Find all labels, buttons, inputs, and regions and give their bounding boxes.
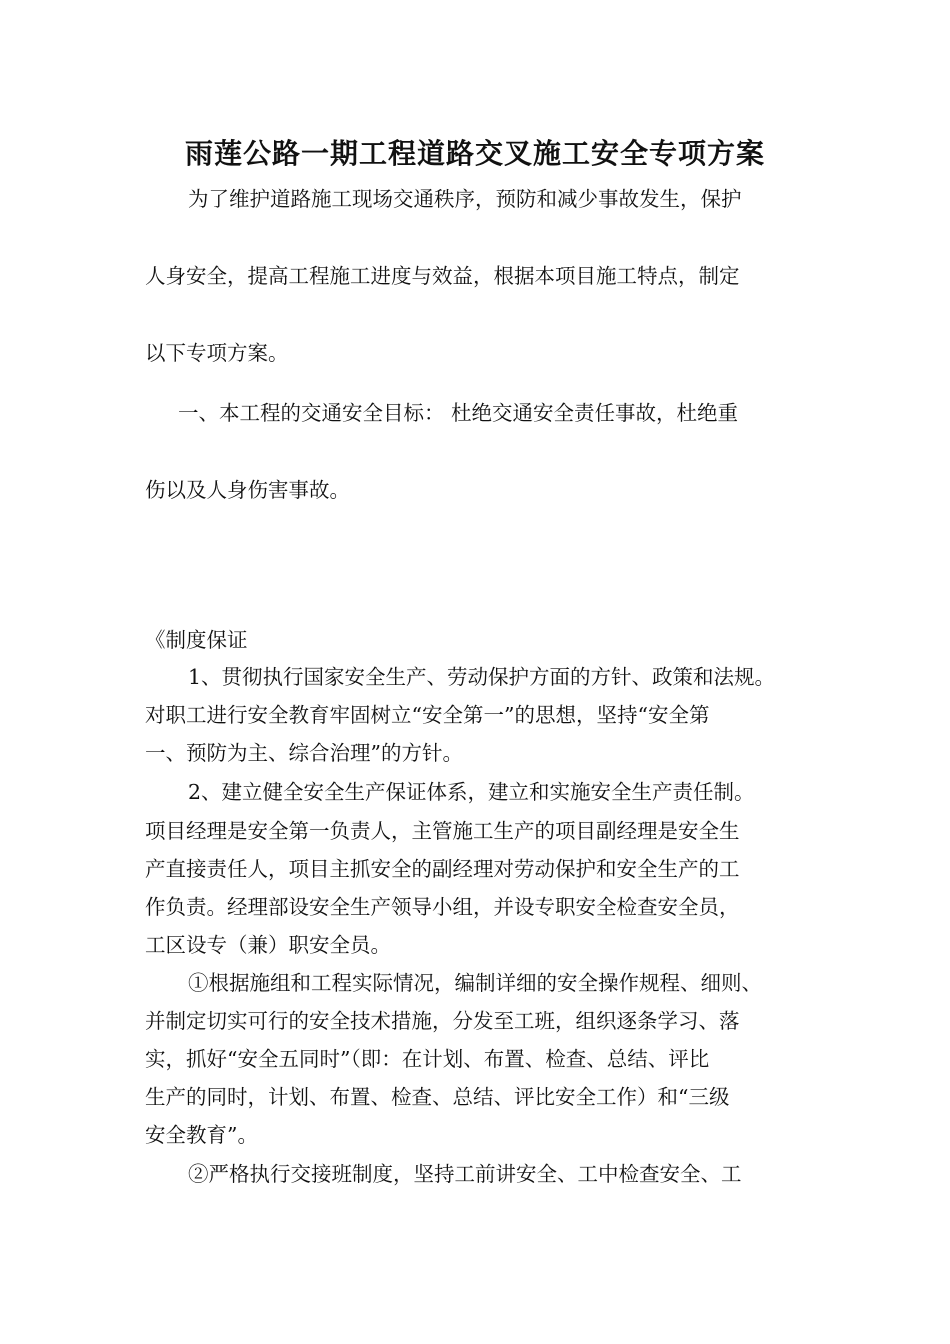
goal-line-1: 一、本工程的交通安全目标： 杜绝交通安全责任事故，杜绝重 xyxy=(178,401,739,425)
item2-line-2: 项目经理是安全第一负责人，主管施工生产的项目副经理是安全生 xyxy=(145,819,740,843)
sub1-line-3: 实，抓好“安全五同时”（即：在计划、布置、检查、总结、评比 xyxy=(145,1047,710,1071)
item1-line-1: 1、贯彻执行国家安全生产、劳动保护方面的方针、政策和法规。 xyxy=(188,665,776,689)
intro-line-3: 以下专项方案。 xyxy=(145,341,289,365)
sub1-line-4: 生产的同时，计划、布置、检查、总结、评比安全工作）和“三级 xyxy=(145,1085,730,1109)
sub1-line-2: 并制定切实可行的安全技术措施，分发至工班，组织逐条学习、落 xyxy=(145,1009,740,1033)
document-title: 雨莲公路一期工程道路交叉施工安全专项方案 xyxy=(184,137,765,170)
intro-line-2: 人身安全，提高工程施工进度与效益，根据本项目施工特点，制定 xyxy=(145,264,740,288)
sub2-line-1: ②严格执行交接班制度，坚持工前讲安全、工中检查安全、工 xyxy=(188,1162,742,1186)
item1-line-3: 一、预防为主、综合治理”的方针。 xyxy=(145,741,463,765)
item2-line-5: 工区设专（兼）职安全员。 xyxy=(145,933,391,957)
item2-line-4: 作负责。经理部设安全生产领导小组，并设专职安全检查安全员， xyxy=(145,895,740,919)
sub1-line-5: 安全教育”。 xyxy=(145,1123,258,1147)
sub1-line-1: ①根据施组和工程实际情况，编制详细的安全操作规程、细则、 xyxy=(188,971,762,995)
goal-line-2: 伤以及人身伤害事故。 xyxy=(145,478,350,502)
item1-line-2: 对职工进行安全教育牢固树立“安全第一”的思想，坚持“安全第 xyxy=(145,703,710,727)
item2-line-1: 2、建立健全安全生产保证体系，建立和实施安全生产责任制。 xyxy=(188,780,755,804)
section-heading: 《制度保证 xyxy=(145,628,248,652)
item2-line-3: 产直接责任人，项目主抓安全的副经理对劳动保护和安全生产的工 xyxy=(145,857,740,881)
intro-line-1: 为了维护道路施工现场交通秩序，预防和减少事故发生，保护 xyxy=(188,187,742,211)
